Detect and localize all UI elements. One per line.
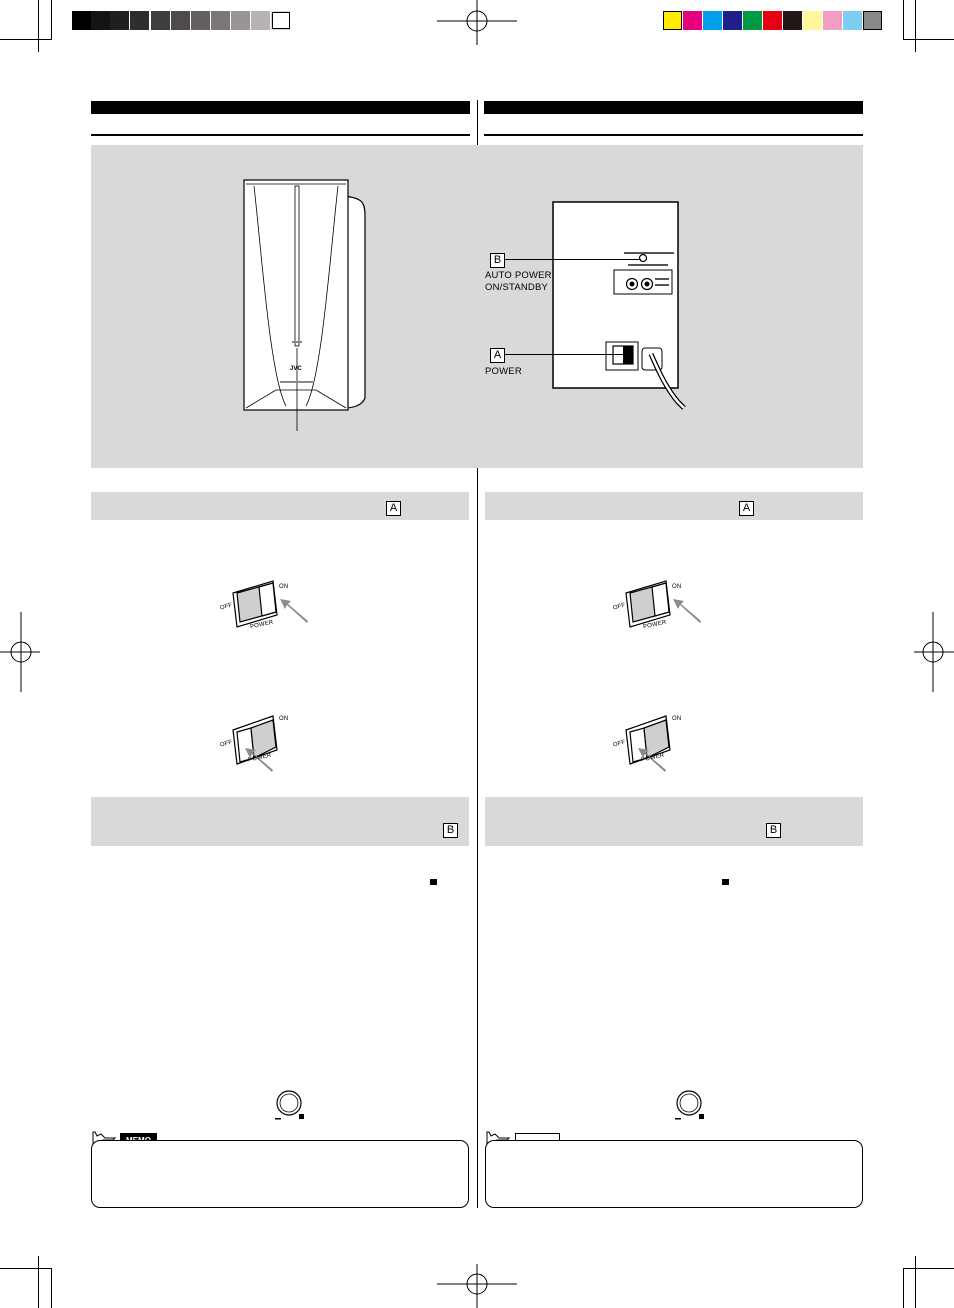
left-auto-power-header	[91, 797, 469, 846]
callout-b-label-line1: AUTO POWER	[485, 270, 552, 281]
right-power-header	[485, 492, 863, 520]
left-switch-on-off-label: OFF	[219, 602, 234, 612]
left-auto-power-marker	[430, 879, 437, 885]
left-switch-off-on-label: ON	[279, 716, 289, 722]
left-switch-on-on-label: ON	[279, 584, 289, 590]
left-switch-on-power-label: POWER	[249, 619, 275, 631]
left-section-header-bar	[91, 101, 470, 114]
right-auto-power-header	[485, 797, 863, 846]
rear-panel-illustration	[548, 198, 698, 410]
left-power-header	[91, 492, 469, 520]
right-switch-on-off-label: OFF	[612, 602, 627, 612]
callout-a-label: POWER	[485, 366, 522, 377]
left-memo-panel	[91, 1140, 469, 1208]
callout-b-letter: B	[490, 253, 505, 268]
right-auto-power-marker	[722, 879, 729, 885]
callout-a-leader	[505, 354, 623, 355]
callout-b-label-line2: ON/STANDBY	[485, 282, 549, 293]
left-switch-off-off-label: OFF	[219, 739, 234, 749]
right-memo-panel	[485, 1140, 863, 1208]
right-switch-on-on-label: ON	[672, 584, 682, 590]
diagram-panel	[91, 145, 863, 468]
right-switch-off-on-label: ON	[672, 716, 682, 722]
right-auto-power-header-letter: B	[766, 823, 781, 838]
speaker-front-illustration	[240, 176, 370, 436]
right-switch-off-power-label: POWER	[640, 752, 666, 764]
right-power-header-letter: A	[739, 501, 754, 516]
speaker-logo: JVC	[290, 366, 302, 372]
left-section-rule	[91, 134, 470, 136]
left-power-header-letter: A	[386, 501, 401, 516]
left-auto-power-knob	[270, 1088, 310, 1124]
callout-b-leader	[505, 259, 641, 260]
right-switch-on-power-label: POWER	[642, 619, 668, 631]
left-auto-power-header-letter: B	[443, 823, 458, 838]
right-switch-off-off-label: OFF	[612, 739, 627, 749]
callout-a-letter: A	[490, 348, 505, 363]
right-section-header-bar	[484, 101, 863, 114]
right-auto-power-knob	[670, 1088, 710, 1124]
right-section-rule	[484, 134, 863, 136]
left-switch-off-power-label: POWER	[247, 752, 273, 764]
